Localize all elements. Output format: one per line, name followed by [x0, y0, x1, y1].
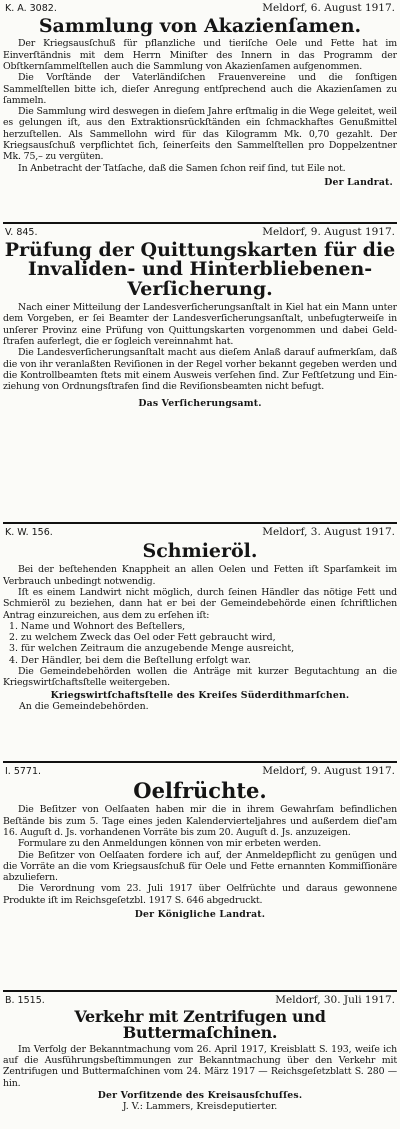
deputy-signature: J. V.: Lammers, Kreisdeputierter. [122, 1101, 278, 1113]
paragraph: Formulare zu den Anmeldungen können von mir erbeten werden. [18, 838, 322, 850]
dateline: Meldorf, 30. Juli 1917. [275, 994, 395, 1006]
notice-body [3, 1044, 397, 1089]
reference-number: V. 845. [5, 227, 38, 238]
addressee: An die Gemeindebehörden. [19, 701, 149, 713]
reference-number: I. 5771. [5, 766, 42, 777]
notice-quittungskarten [3, 226, 397, 516]
dateline: Meldorf, 3. August 1917. [262, 526, 395, 538]
notice-oelfruechte [3, 765, 397, 985]
notice-title: Sammlung von Akazienſamen. [38, 15, 362, 37]
notice-body [3, 38, 397, 174]
notice-header [3, 226, 397, 239]
divider [3, 990, 397, 992]
paragraph: Der Kriegsausſchuß für pflanzliche und tieriſche Oele und Fette hat im Einverſtändnis mit dem Herrn Miniſter des Innern in das Programm der Obſtkernſammelſtellen auch die Sammlung von Akazienſamen aufgenommen. [3, 38, 397, 72]
list-item: 1. Name und Wohnort des Beſtellers, [9, 620, 186, 632]
notice-header [3, 765, 397, 778]
paragraph: Bei der beſtehenden Knappheit an allen Oelen und Fetten iſt Sparſamkeit im Verbrauch unbedingt notwendig. [3, 564, 397, 587]
notice-akaziensamen [3, 2, 397, 218]
list-item: 3. für welchen Zeitraum die anzugebende Menge ausreicht, [9, 643, 295, 655]
notice-title: Oelfrüchte. [133, 778, 267, 803]
notice-body [3, 302, 397, 392]
signature: Der Königliche Landrat. [134, 909, 266, 921]
notice-header [3, 526, 397, 539]
notice-header [3, 994, 397, 1007]
dateline: Meldorf, 9. August 1917. [262, 226, 395, 238]
signature: Das Verſicherungsamt. [138, 397, 262, 409]
reference-number: B. 1515. [5, 995, 45, 1006]
requirements-list [3, 621, 397, 666]
paragraph: Die Verordnung vom 23. Juli 1917 über Oelfrüchte und daraus gewonnene Produkte iſt im Reichsgeſetzbl. 1917 S. 646 abgedruckt. [3, 883, 397, 906]
notice-body [3, 804, 397, 906]
signature: Kriegswirtſchaftsſtelle des Kreiſes Süderdithmarſchen. [50, 689, 350, 701]
list-item: 4. Der Händler, bei dem die Beſtellung erfolgt war. [9, 654, 251, 666]
paragraph: Nach einer Mitteilung der Landesverſicherungsanſtalt in Kiel hat ein Mann unter dem Vorgeben, er ſei Beamter der Landesverſicherungsanſtalt, unbefugterweiſe in unſerer Provinz eine Prüfung von Quittungskarten vorgenommen und dabei Geldſtrafen auferlegt, die er ſogleich vereinnahmt hat. [3, 302, 397, 348]
divider [3, 761, 397, 763]
paragraph: Die Vorſtände der Vaterländiſchen Frauenvereine und die ſonſtigen Sammelſtellen bitte ich, dieſer Anregung entſprechend auch die Akazienſamen zu ſammeln. [3, 72, 397, 106]
notice-title: Schmieröl. [142, 540, 258, 562]
notice-schmieroel [3, 526, 397, 756]
paragraph: Die Beſitzer von Oelſaaten haben mir die in ihrem Gewahrſam befindlichen Beſtände bis zum 5. Tage eines jeden Kalendervierteljahres und außerdem dieſ'am 16. Auguſt d. Js. vorhandenen Vorräte bis zum 20. Auguſt d. Js. anzuzeigen. [3, 804, 397, 838]
paragraph: Die Sammlung wird deswegen in dieſem Jahre erſtmalig in die Wege geleitet, weil es gelungen iſt, aus den Extraktionsrückſtänden ein ſchmackhaftes Genußmittel herzuſtellen. Als Sammellohn wird für das Kilogramm Mk. 0,70 gezahlt. Der Kriegsausſchuß verpflichtet ſich, ſeinerſeits den Sammelſtellen pro Doppelzentner Mk. 75,– zu vergüten. [3, 106, 397, 163]
signature: Der Landrat. [324, 176, 393, 188]
paragraph: Im Verfolg der Bekanntmachung vom 26. April 1917, Kreisblatt S. 193, weiſe ich auf die Ausführungsbeſtimmungen zur Bekanntmachung über den Verkehr mit Zentrifugen und Buttermaſchinen vom 24. März 1917 — Reichsgeſetzblatt S. 280 — hin. [3, 1043, 397, 1089]
paragraph: Die Beſitzer von Oelſaaten fordere ich auf, der Anmeldepflicht zu genügen und die Vorräte an die vom Kriegsausſchuß für Oele und Fette ernannten Kommiſſionäre abzuliefern. [3, 849, 397, 884]
notice-body [3, 564, 397, 688]
paragraph: In Anbetracht der Tatſache, daß die Samen ſchon reif ſind, tut Eile not. [18, 162, 346, 174]
reference-number: K. W. 156. [5, 527, 53, 538]
divider [3, 522, 397, 524]
paragraph: Iſt es einem Landwirt nicht möglich, durch ſeinen Händler das nötige Fett und Schmieröl zu beziehen, dann hat er bei der Gemeindebehörde einen ſchriftlichen Antrag einzureichen, aus dem zu erſehen iſt: [3, 586, 397, 621]
list-item: 2. zu welchem Zweck das Oel oder Fett gebraucht wird, [9, 632, 276, 644]
notice-title: Prüfung der Quittungskarten für die Invaliden- und Hinterbliebenen-Verſicherung. [4, 239, 396, 300]
paragraph: Die Landesverſicherungsanſtalt macht aus dieſem Anlaß darauf aufmerkſam, daß die von ihr veranlaßten Reviſionen in der Regel vorher bekannt gegeben werden und die Kontrollbeamten ſtets mit einem Ausweis verſehen ſind. Zur Feſtſetzung und Einziehung von Ordnungsſtrafen ſind die Reviſionsbeamten nicht befugt. [3, 347, 397, 393]
notice-zentrifugen [3, 994, 397, 1127]
notice-header [3, 2, 397, 15]
reference-number: K. A. 3082. [5, 3, 57, 14]
notice-title: Verkehr mit Zentrifugen und Buttermaſchinen. [74, 1007, 326, 1043]
dateline: Meldorf, 6. August 1917. [262, 2, 395, 14]
signature: Der Vorſitzende des Kreisausſchuſſes. [97, 1089, 303, 1101]
paragraph: Die Gemeindebehörden wollen die Anträge mit kurzer Begutachtung an die Kriegswirtſchaftsſtelle weitergeben. [3, 666, 397, 689]
dateline: Meldorf, 9. August 1917. [262, 765, 395, 777]
divider [3, 222, 397, 224]
